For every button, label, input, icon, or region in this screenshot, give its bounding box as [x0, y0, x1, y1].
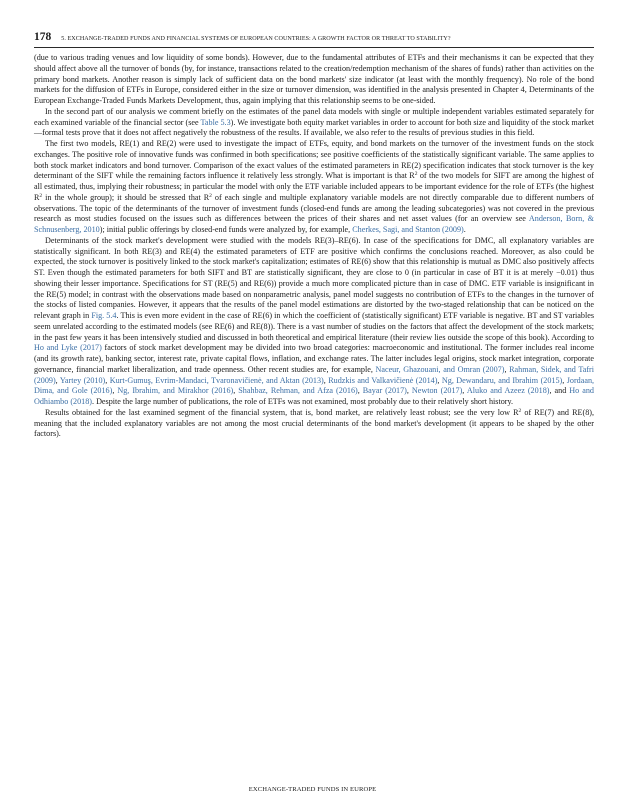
citation-link[interactable]: Kurt-Gumuş, Evrim-Mandaci, Tvaronavičienė, and Aktan (2013) [109, 375, 324, 385]
paragraph-2 [34, 107, 594, 139]
citation-link[interactable]: Aluko and Azeez (2018) [466, 386, 550, 396]
citation-link[interactable]: Rudzkis and Valkavičienė (2014) [328, 375, 438, 385]
text-span: ); initial public offerings by closed-end funds were analyzed by, for example, [99, 225, 353, 234]
separator: , [504, 364, 510, 374]
citation-link[interactable]: Yartey (2010) [59, 375, 106, 385]
citation-link[interactable]: Ho and Lyke (2017) [34, 343, 102, 353]
separator: , [55, 375, 60, 385]
body-text [34, 53, 594, 440]
separator: , [105, 375, 110, 385]
figure-5-4-link[interactable]: Fig. 5.4 [91, 311, 117, 320]
separator: , [323, 375, 329, 385]
superscript: 2 [209, 192, 212, 199]
separator: , [357, 386, 363, 396]
citation-link[interactable]: Rahman, Sidek, and Tafri (2009) [34, 364, 594, 385]
table-5-3-link[interactable]: Table 5.3 [200, 117, 231, 127]
citation-link[interactable]: Newton (2017) [411, 386, 463, 396]
page-footer: EXCHANGE-TRADED FUNDS IN EUROPE [248, 786, 377, 793]
citation-link[interactable]: Ng, Dewandaru, and Ibrahim (2015) [441, 375, 563, 385]
separator: , [437, 375, 442, 385]
running-title: 5. EXCHANGE-TRADED FUNDS AND FINANCIAL SYSTEMS OF EUROPEAN COUNTRIES: A GROWTH FACTOR OR THREAT TO STABILITY? [61, 36, 451, 42]
separator: , [462, 386, 467, 396]
text-span: of the two models for SIFT are among the highest of all estimated, thus, implying their robustness; in particular the model with only the ETF variable included appears to be important evidence for the role of ETFs (the highest R [34, 171, 594, 202]
superscript: 2 [414, 171, 418, 178]
superscript: 2 [518, 407, 522, 414]
citation-link[interactable]: Shahbaz, Rehman, and Afza (2016) [238, 386, 358, 396]
text-span: The first two models, RE(1) and RE(2) were used to investigate the impact of ETFs, equity, and bond markets on the turnover of the investment funds on the stock exchanges. The positive role of innovative funds was confirmed in both specifications; see positive coefficients of the statistically significant variable. The same applies to both stock market indicators and bond turnover. Comparison of the exact values of the estimated parameters in RE(2) specification indicates that stock turnover is the key determinant of the SIFT while the remaining factors influence it relatively less strongly. What is important is that R [34, 139, 594, 181]
running-header [34, 31, 594, 48]
citation-link[interactable]: Cherkes, Sagi, and Stanton (2009) [352, 225, 464, 234]
text-span: factors of stock market development may be divided into two broad categories: macroeconomic and institutional. The former includes real income (and its growth rate), banking sector, interest rate, private capital flows, inflation, and exchange rates. The latter includes legal origins, stock market integration, corporate governance, financial market liberalization, and trade openness. Other recent studies are, for example, [34, 343, 594, 374]
separator: , and [549, 386, 570, 396]
text-span: in the whole group); it should be stressed that R [42, 192, 210, 202]
separator: , [233, 386, 239, 396]
paragraph-1: (due to various trading venues and low liquidity of some bonds). However, due to the fundamental attributes of ETFs and their mechanisms it can be expected that they should affect above all the turnover of bonds (by, for instance, transactions related to the creation/redemption mechanism of the shares of funds) rather than activities on the primary bond markets. Another reason is simply lack of sufficient data on the bond markets' size indicator (at least with the monthly frequency). No role of the bond markets for the diffusion of ETFs in Europe, considered either in the size or turnover dimension, was identified in the analysis presented in Chapter 4, Determinants of the European Exchange-Traded Funds Markets Development, thus, again implying that this relationship seems to be one-sided. [34, 53, 594, 105]
text-span: ). We investigate both equity market variables in order to account for both size and liquidity of the stock market—formal tests prove that it does not affect negatively the robustness of the results. If available, we also refer to the results of previous studies in this field. [34, 117, 594, 138]
text-span: . This is even more evident in the case of RE(6) in which the coefficient of (statistically significant) ETF variable is negative. BT and ST variables seem unrelated according to the estimated models (see RE(6) and RE(8)). There is a vast number of studies on the factors that affect the development of the stock markets; in the past few years it has been intensively studied and discussed in both theoretical and empirical literature (their review lies outside the scope of this book). According to [34, 311, 595, 342]
text-span: Results obtained for the last examined segment of the financial system, that is, bond market, are relatively least robust; see the very low R [45, 407, 519, 417]
text-span: . Despite the large number of publications, the role of ETFs was not examined, most probably due to their relatively short history. [92, 397, 514, 406]
text-span: of each single and multiple explanatory variable models are not directly comparable due to different numbers of observations. The topic of the determinants of the turnover of investment funds (closed-end funds are among the leading subcategories) was not covered in the previous research as most studies focused on the issues such as differences between the prices of their shares and net asset values (for an overview see [34, 192, 595, 224]
citation-link[interactable]: Ng, Ibrahim, and Mirakhor (2016) [117, 386, 234, 396]
text-span: In the second part of our analysis we comment briefly on the estimates of the panel data models with single or multiple independent variables estimated separately for each examined variable of the financial sector (see [34, 106, 594, 127]
citation-link[interactable]: Bayar (2017) [362, 386, 407, 396]
text-span: . [463, 225, 466, 234]
citation-link[interactable]: Jordaan, Dima, and Gole (2016) [34, 375, 595, 396]
paragraph-3 [34, 139, 594, 236]
text-span: Determinants of the stock market's development were studied with the models RE(3)–RE(6). In case of the specifications for DMC, all explanatory variables are statistically significant. In both RE(3) and RE(4) the estimated parameters of ETF are positive which confirms the conclusions reached. Moreover, as also could be expected, the stock turnover is positively linked to the stock market's capitalization; estimates of RE(6) show that this relationship is mutual as DMC also positively affects ST. Even though the estimated parameters for both SIFT and BT are statistically significant, they are close to 0 (in particular in case of BT it is at merely −0.01) thus showing their lesser importance. Specifications for ST (RE(5) and RE(6)) provide a much more complicated picture than in case of DMC. ETF variable is insignificant in the RE(5) model; in contrast with the observations made based on nonparametric analysis, panel model suggests no contribution of ETFs to the changes in the turnover of the stocks of listed companies. However, it appears that the results of the panel model estimations are distorted by the two-staged relationship that can be noticed on the relevant graph in [34, 235, 594, 320]
paragraph-5 [34, 408, 594, 440]
separator: , [406, 386, 412, 396]
separator: , [562, 375, 567, 385]
page-number: 178 [34, 31, 52, 43]
paragraph-4 [34, 236, 594, 408]
separator: , [112, 386, 118, 396]
citation-link[interactable]: Ho and Odhiambo (2018) [34, 386, 594, 406]
citation-link[interactable]: Naceur, Ghazouani, and Omran (2007) [375, 364, 505, 374]
text-span: of RE(7) and RE(8), meaning that the included explanatory variables are not among the most crucial determinants of the bond market's development (it appears to be shaped by the other factors). [34, 407, 594, 439]
superscript: 2 [39, 192, 43, 199]
citation-link[interactable]: Anderson, Born, & Schnusenberg, 2010 [34, 214, 594, 234]
